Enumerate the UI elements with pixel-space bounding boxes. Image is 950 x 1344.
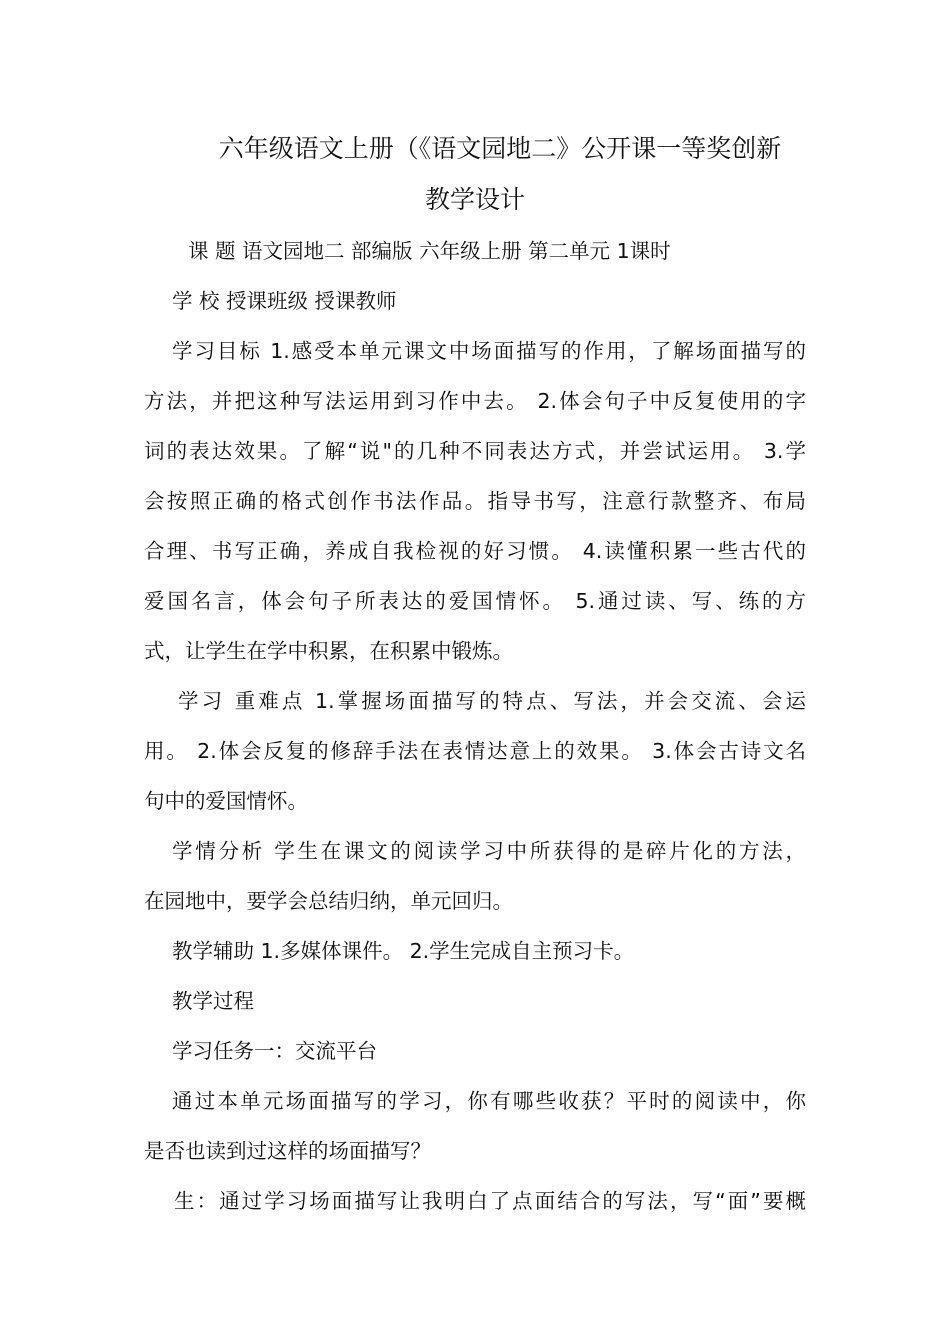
- paragraph-line: 词的表达效果。了解“说"的几种不同表达方式，并尝试运用。 3.学: [144, 439, 806, 463]
- paragraph-line: 方法，并把这种写法运用到习作中去。 2.体会句子中反复使用的字: [144, 389, 806, 413]
- paragraph-line: 用。 2.体会反复的修辞手法在表情达意上的效果。 3.体会古诗文名: [144, 739, 806, 763]
- document-title-line-2: 教学设计: [424, 185, 525, 214]
- paragraph-line: 合理、书写正确，养成自我检视的好习惯。 4.读懂积累一些古代的: [144, 539, 806, 563]
- section-heading-teaching-process: 教学过程: [172, 989, 254, 1013]
- section-heading-task-one: 学习任务一：交流平台: [172, 1039, 377, 1063]
- paragraph-line: 通过本单元场面描写的学习，你有哪些收获？平时的阅读中，你: [172, 1089, 806, 1113]
- paragraph-line: 学情分析 学生在课文的阅读学习中所获得的是碎片化的方法，: [172, 839, 806, 863]
- paragraph-line: 是否也读到过这样的场面描写？: [144, 1139, 431, 1163]
- paragraph-line: 生：通过学习场面描写让我明白了点面结合的写法，写“面”要概: [174, 1189, 806, 1213]
- paragraph-line: 在园地中，要学会总结归纳，单元回归。: [144, 889, 513, 913]
- paragraph-line: 会按照正确的格式创作书法作品。指导书写，注意行款整齐、布局: [144, 489, 806, 513]
- paragraph-line: 爱国名言，体会句子所表达的爱国情怀。 5.通过读、写、练的方: [144, 589, 806, 613]
- paragraph-line: 句中的爱国情怀。: [144, 789, 308, 813]
- school-class-teacher-line: 学 校 授课班级 授课教师: [172, 289, 397, 313]
- lesson-topic-line: 课 题 语文园地二 部编版 六年级上册 第二单元 1课时: [188, 239, 671, 263]
- teaching-aids-line: 教学辅助 1.多媒体课件。 2.学生完成自主预习卡。: [172, 939, 635, 963]
- paragraph-line: 学习 重难点 1.掌握场面描写的特点、写法，并会交流、会运: [178, 689, 806, 713]
- document-title-line-1: 六年级语文上册（《语文园地二》公开课一等奖创新: [218, 134, 782, 163]
- paragraph-line: 式，让学生在学中积累，在积累中锻炼。: [144, 639, 513, 663]
- paragraph-line: 学习目标 1.感受本单元课文中场面描写的作用，了解场面描写的: [172, 339, 806, 363]
